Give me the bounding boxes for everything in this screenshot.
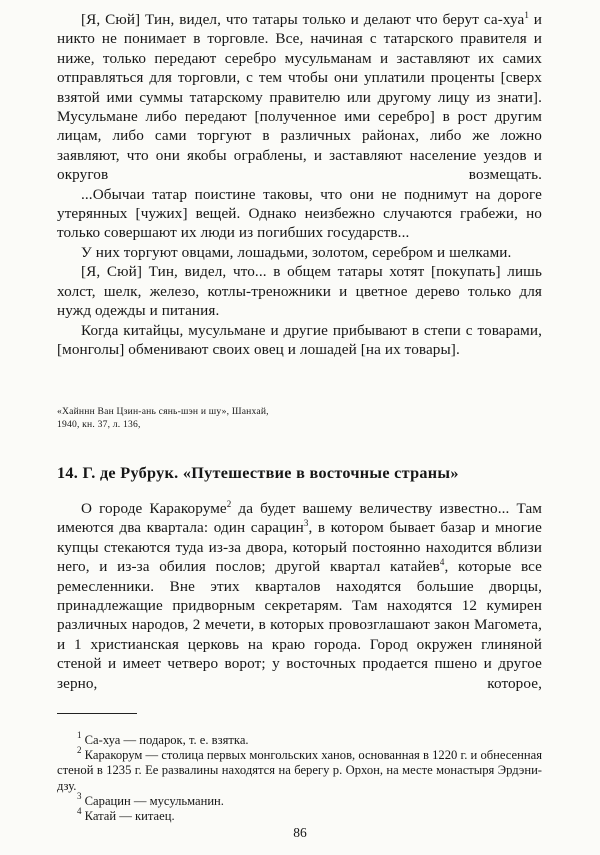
footnote-4: [57, 806, 542, 824]
footnote-1-text: Са-хуа — подарок, т. е. взятка.: [84, 733, 249, 747]
rubruk-section: [57, 499, 542, 693]
footnote-ref-2: 2: [226, 499, 232, 509]
source-line-2: 1940, кн. 37, л. 136,: [57, 419, 141, 430]
footnote-3-text: Сарацин — мусульманин.: [84, 793, 224, 808]
section-heading: 14. Г. де Рубрук. «Путешествие в восточные страны»: [57, 464, 459, 482]
quote-paragraph-2: ...Обычаи татар поистине таковы, что они не поднимут на дороге утерянных [чужих] вещей. Однако неизбежно случаются грабежи, но только совершают их люди из погибших государств...: [57, 185, 542, 242]
quote-paragraph-3: У них торгуют овцами, лошадьми, золотом, серебром и шелками.: [81, 243, 512, 261]
quote-paragraph-1: [57, 10, 542, 185]
footnote-4-text: Катай — китаец.: [84, 809, 175, 824]
rubruk-paragraph: [57, 499, 542, 693]
rubruk-text: О городе Каракоруме$^2$ да будет вашему величеству известно... Там имеются два квартала: один сарацин$^3$, в котором бывает базар и многие купцы стекаются туда из-за двора, который постоянно находится вблизи него, и из-за обилия послов; другой квартал катайев$^4$, которые все ремесленники. Вне этих кварталов находятся большие дворцы, принадлежащие придворным секретарям. Там находятся 12 кумирен различных народов, 2 мечети, в которых провозглашают закон Магомета, и 1 христианская церковь на краю города. Город окружен глиняной стеной и имеет четверо ворот; у восточных продается пшено и другое зерно, которое,: [57, 499, 543, 692]
footnote-ref-1: 1: [524, 10, 529, 20]
footnote-3: [57, 790, 542, 809]
page-number: 86: [293, 825, 307, 840]
footnote-1-mark: 1: [77, 730, 82, 740]
footnote-divider: [57, 713, 137, 714]
footnote-4-mark: 4: [77, 806, 82, 817]
source-citation: [57, 405, 542, 431]
footnote-2-text: Каракорум — столица первых монгольских ханов, основанная в 1220 г. и обнесенная стеной в 1235 г. Ее развалины находятся на берегу р. Орхон, на месте монастыря Эрдэни-дзу.: [57, 748, 542, 793]
quote-section: [57, 10, 542, 359]
quote-paragraph-4: [Я, Сюй] Тин, видел, что... в общем татары хотят [покупать] лишь холст, шелк, железо, котлы-треножники и цветное дерево только для нужд одежды и питания.: [57, 263, 542, 320]
footnote-1: [57, 730, 542, 748]
section-heading-block: [57, 464, 542, 483]
quote-paragraph-5: Когда китайцы, мусульмане и другие прибывают в степи с товарами, [монголы] обменивают своих овец и лошадей [на их товары].: [57, 321, 542, 358]
footnotes: [57, 730, 542, 824]
q1-text: [Я, Сюй] Тин, видел, что татары только и делают что берут са-хуа$^1$ и никто не понимает в торговле. Все, начиная с татарского правителя и ниже, только передают серебро мусульманам и заставляют их самих отправляться для торговли, с тем чтобы они уплатили проценты [сверх взятой ими суммы татарскому правителю или другому лицу из знати]. Мусульмане либо передают [полученное ими серебро] в рост другим лицам, либо сами торгуют в различных районах, либо же ложно заявляют, что они якобы ограблены, и заставляют население уездов и округов возмещать.: [57, 10, 543, 184]
source-line-1: «Хайннн Ван Цзин-ань сянь-шэн и шу», Шанхай,: [57, 406, 269, 417]
footnote-ref-3: 3: [303, 518, 309, 529]
footnote-2-mark: 2: [77, 745, 82, 756]
footnote-3-mark: 3: [77, 790, 82, 801]
footnote-ref-4: 4: [439, 557, 445, 568]
footnote-2: [57, 745, 542, 794]
